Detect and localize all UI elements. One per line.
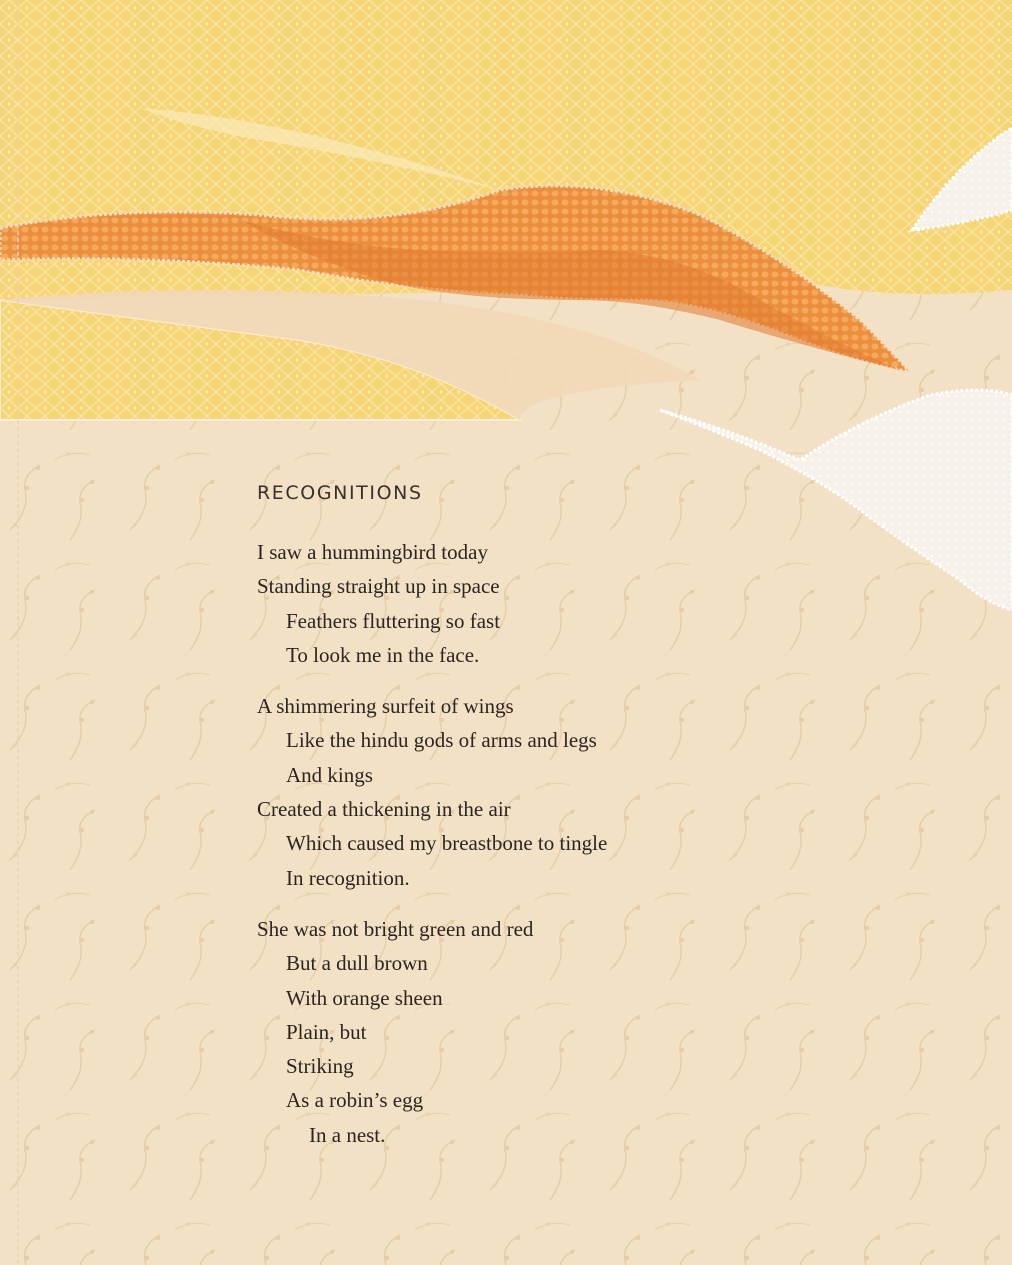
poem-title: RECOGNITIONS xyxy=(257,482,423,504)
poem xyxy=(257,478,817,1169)
poem-line: In recognition. xyxy=(286,865,410,890)
poem-line: Standing straight up in space xyxy=(257,574,500,599)
stanza-1 xyxy=(257,535,817,672)
poem-line: And kings xyxy=(286,762,373,787)
poem-line: Like the hindu gods of arms and legs xyxy=(286,728,597,753)
poem-line: I saw a hummingbird today xyxy=(257,540,488,564)
poem-line: She was not bright green and red xyxy=(257,916,534,941)
poem-line: To look me in the face. xyxy=(286,642,480,667)
poem-line: Which caused my breastbone to tingle xyxy=(286,831,608,856)
poem-line: But a dull brown xyxy=(286,951,428,976)
poem-line: Striking xyxy=(286,1054,354,1079)
poem-line: In a nest. xyxy=(309,1122,386,1147)
poem-line: Created a thickening in the air xyxy=(257,797,511,822)
poem-line: Plain, but xyxy=(286,1019,367,1044)
poem-line: Feathers fluttering so fast xyxy=(286,608,501,633)
poem-line: With orange sheen xyxy=(286,985,443,1010)
poem-line: As a robin’s egg xyxy=(286,1088,424,1113)
poem-line: A shimmering surfeit of wings xyxy=(257,694,514,719)
stanza-2 xyxy=(257,689,817,895)
stanza-3 xyxy=(257,912,817,1152)
